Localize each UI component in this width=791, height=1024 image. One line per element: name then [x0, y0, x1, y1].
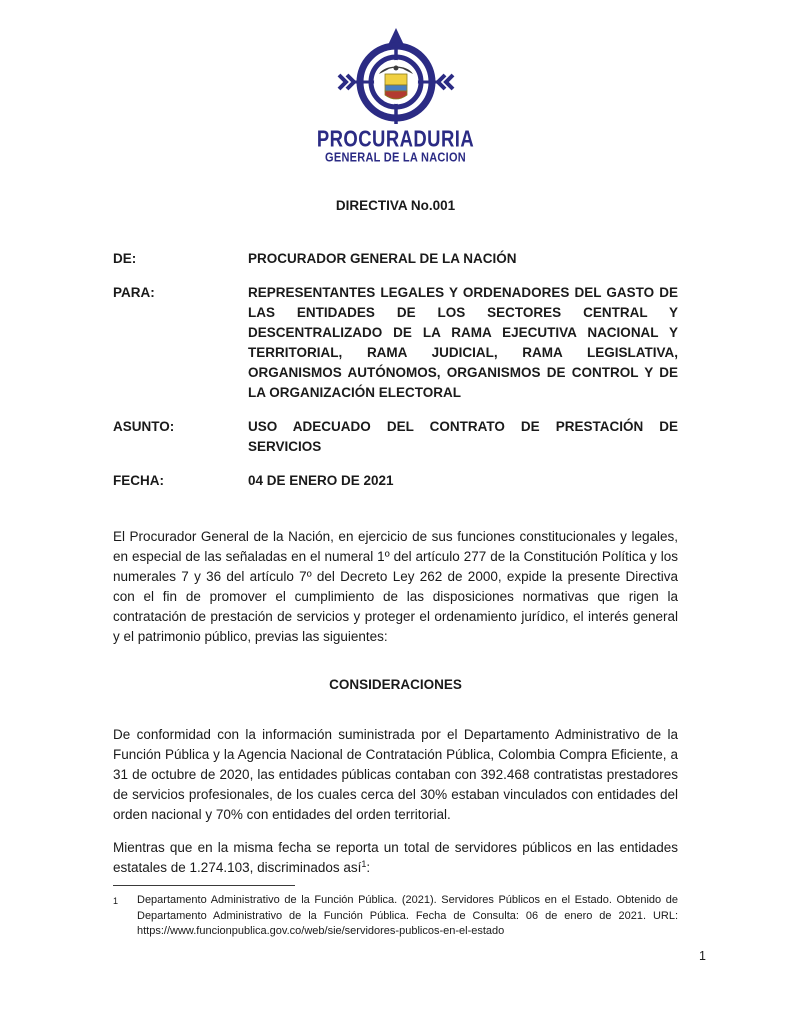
- footnote-separator: [113, 885, 295, 886]
- footnote-block: [113, 885, 678, 940]
- logo-subtitle: GENERAL DE LA NACION: [325, 150, 466, 165]
- field-fecha-label: FECHA:: [113, 473, 164, 489]
- paragraph-servidores-text: Mientras que en la misma fecha se reporta un total de servidores públicos en las entidades estatales de 1.274.103, discriminados así: [113, 840, 678, 876]
- paragraph-servidores-colon: :: [366, 860, 371, 876]
- field-para-value: REPRESENTANTES LEGALES Y ORDENADORES DEL GASTO DE LAS ENTIDADES DE LOS SECTORES CENTRAL Y DESCENTRALIZADO DE LA RAMA EJECUTIVA NACIONAL Y TERRITORIAL, RAMA JUDICIAL, RAMA LEGISLATIVA, ORGANISMOS AUTÓNOMOS, ORGANISMOS DE CONTROL Y DE LA ORGANIZACIÓN ELECTORAL: [248, 285, 678, 401]
- field-para-label: PARA:: [113, 285, 155, 301]
- field-para: [113, 283, 678, 403]
- footnote-marker: 1: [113, 896, 119, 907]
- field-de-label: DE:: [113, 251, 137, 267]
- field-de-value: PROCURADOR GENERAL DE LA NACIÓN: [248, 251, 517, 267]
- document-content: [0, 28, 791, 940]
- paragraph-servidores: [113, 838, 678, 878]
- field-fecha: [113, 471, 678, 491]
- footnote-reference: 1: [361, 859, 367, 870]
- header-fields: [113, 249, 678, 491]
- colombia-coat-of-arms: [385, 74, 407, 99]
- consideraciones-heading: CONSIDERACIONES: [329, 677, 462, 693]
- page-number: 1: [699, 949, 706, 963]
- footnote-text: Departamento Administrativo de la Función Pública. (2021). Servidores Públicos en el Estado. Obtenido de Departamento Administrativo de la Función Pública. Fecha de Consulta: 06 de enero de 2021. URL: https://www.funcionpublica.gov.co/web/sie/servidores-publicos-en-el-estado: [137, 894, 678, 938]
- field-asunto-label: ASUNTO:: [113, 419, 175, 435]
- document-title: DIRECTIVA No.001: [335, 198, 456, 214]
- paragraph-contratistas: De conformidad con la información suministrada por el Departamento Administrativo de la Función Pública y la Agencia Nacional de Contratación Pública, Colombia Compra Eficiente, a 31 de octubre de 2020, las entidades públicas contaban con 392.468 contratistas prestadores de servicios profesionales, de los cuales cerca del 30% estaban vinculados con entidades del orden nacional y 70% con entidades del orden territorial.: [113, 727, 678, 823]
- field-fecha-value: 04 DE ENERO DE 2021: [248, 473, 394, 489]
- field-asunto: [113, 417, 678, 457]
- logo-title: PROCURADURIA: [316, 126, 475, 152]
- field-de: [113, 249, 678, 269]
- field-asunto-value: USO ADECUADO DEL CONTRATO DE PRESTACIÓN DE SERVICIOS: [248, 419, 678, 455]
- footnote: [113, 893, 678, 940]
- logo: [113, 28, 678, 164]
- paragraph-intro: El Procurador General de la Nación, en ejercicio de sus funciones constitucionales y legales, en especial de las señaladas en el numeral 1º del artículo 277 de la Constitución Política y los numerales 7 y 36 del artículo 7º del Decreto Ley 262 de 2000, expide la presente Directiva con el fin de promover el cumplimiento de las disposiciones normativas que rigen la contratación de prestación de servicios y proteger el ordenamiento jurídico, el interés general y el patrimonio público, previas las siguientes:: [113, 529, 678, 645]
- procuraduria-seal-icon: [335, 28, 457, 128]
